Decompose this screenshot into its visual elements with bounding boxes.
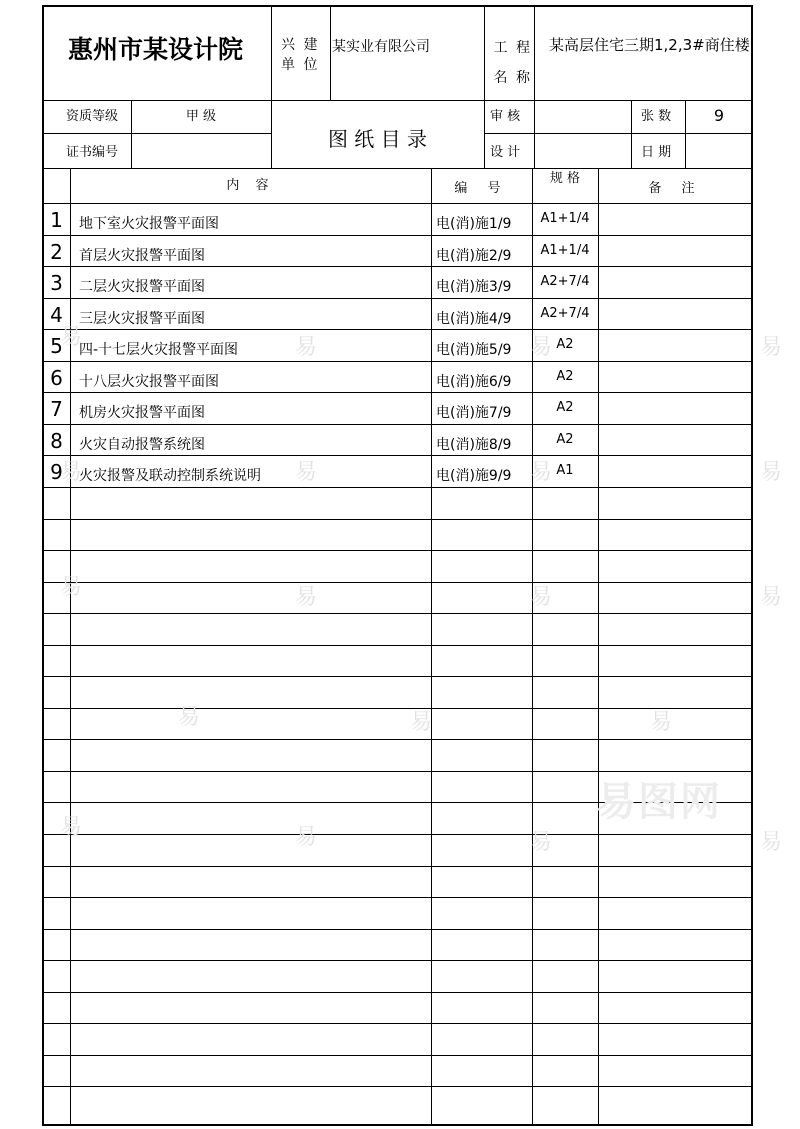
table-row-line <box>42 1023 753 1024</box>
table-row-line <box>42 235 753 236</box>
sheets-value: 9 <box>713 106 725 125</box>
qualification-value: 甲 级 <box>185 109 217 124</box>
watermark-glyph: 易 <box>295 460 318 485</box>
watermark-glyph: 易 <box>295 585 318 610</box>
row-code: 电(消)施8/9 <box>436 437 512 453</box>
table-row-line <box>42 960 753 961</box>
row-spec: A2 <box>556 432 574 447</box>
watermark-glyph: 易 <box>760 585 783 610</box>
row-content: 二层火灾报警平面图 <box>79 279 205 295</box>
client-value: 某实业有限公司 <box>332 39 430 55</box>
row-number: 6 <box>50 366 63 390</box>
row-content: 火灾自动报警系统图 <box>79 437 205 453</box>
watermark-glyph: 易 <box>295 335 318 360</box>
watermark-glyph: 易 <box>760 830 783 855</box>
row-spec: A1+1/4 <box>540 243 590 258</box>
table-row-line <box>42 582 753 583</box>
watermark-glyph: 易 <box>410 710 433 735</box>
row-spec: A1 <box>556 463 574 478</box>
table-col-line <box>431 168 432 1124</box>
watermark-logo: 易图网 <box>596 779 722 825</box>
row-spec: A2+7/4 <box>540 274 590 289</box>
row-code: 电(消)施5/9 <box>436 342 512 358</box>
row-content: 十八层火灾报警平面图 <box>79 374 219 390</box>
row-content: 首层火灾报警平面图 <box>79 248 205 264</box>
table-row-line <box>42 519 753 520</box>
header-divider-1 <box>42 100 753 101</box>
watermark-glyph: 易 <box>530 335 553 360</box>
table-row-line <box>42 645 753 646</box>
table-row-line <box>42 613 753 614</box>
row-code: 电(消)施7/9 <box>436 405 512 421</box>
table-row-line <box>42 329 753 330</box>
row-spec: A1+1/4 <box>540 211 590 226</box>
watermark-glyph: 易 <box>530 830 553 855</box>
watermark-glyph: 易 <box>650 710 673 735</box>
watermark-glyph: 易 <box>178 705 201 730</box>
watermark-glyph: 易 <box>760 335 783 360</box>
header-divider-2 <box>42 168 753 169</box>
table-row-line <box>42 203 753 204</box>
watermark-glyph: 易 <box>60 575 83 600</box>
row-number: 4 <box>50 303 63 327</box>
institute-name: 惠州市某设计院 <box>68 35 244 64</box>
watermark-glyph: 易 <box>530 460 553 485</box>
row-content: 机房火灾报警平面图 <box>79 405 205 421</box>
row-code: 电(消)施1/9 <box>436 216 512 232</box>
table-row-line <box>42 1086 753 1087</box>
header-divider-left <box>42 133 271 134</box>
header-vline-b <box>330 5 331 100</box>
row-content: 三层火灾报警平面图 <box>79 311 205 327</box>
table-row-line <box>42 739 753 740</box>
project-label: 工 程 名 称 <box>493 40 532 86</box>
table-row-line <box>42 897 753 898</box>
table-row-line <box>42 455 753 456</box>
watermark-glyph: 易 <box>530 585 553 610</box>
sheets-label: 张 数 <box>641 109 672 124</box>
watermark-glyph: 易 <box>60 815 83 840</box>
row-spec: A2 <box>556 337 574 352</box>
index-title: 图 纸 目 录 <box>327 127 428 151</box>
watermark-glyph: 易 <box>760 460 783 485</box>
row-number: 9 <box>50 460 63 484</box>
table-row-line <box>42 834 753 835</box>
row-code: 电(消)施4/9 <box>436 311 512 327</box>
header-vline-f <box>631 100 632 168</box>
table-row-line <box>42 487 753 488</box>
row-spec: A2 <box>556 400 574 415</box>
row-code: 电(消)施2/9 <box>436 248 512 264</box>
col-content-header: 内 容 <box>226 178 275 193</box>
watermark-glyph: 易 <box>60 325 83 350</box>
row-number: 2 <box>50 240 63 264</box>
table-row-line <box>42 676 753 677</box>
header-divider-right <box>484 133 753 134</box>
row-number: 5 <box>50 334 63 358</box>
row-code: 电(消)施6/9 <box>436 374 512 390</box>
col-remarks-header: 备 注 <box>648 181 703 196</box>
table-row-line <box>42 392 753 393</box>
watermark-glyph: 易 <box>60 460 83 485</box>
table-row-line <box>42 1055 753 1056</box>
table-row-line <box>42 708 753 709</box>
col-number-header: 编 号 <box>454 181 509 196</box>
project-value: 某高层住宅三期1,2,3#商住楼 <box>549 36 750 54</box>
row-content: 地下室火灾报警平面图 <box>79 216 219 232</box>
table-row-line <box>42 266 753 267</box>
drawing-index-sheet <box>42 5 753 1126</box>
row-spec: A2+7/4 <box>540 306 590 321</box>
design-label: 设 计 <box>490 145 521 160</box>
row-number: 1 <box>50 208 63 232</box>
table-row-line <box>42 929 753 930</box>
row-content: 火灾报警及联动控制系统说明 <box>79 468 261 484</box>
row-content: 四-十七层火灾报警平面图 <box>79 342 239 358</box>
client-label: 兴 建 单 位 <box>281 37 320 73</box>
table-row-line <box>42 550 753 551</box>
row-number: 3 <box>50 271 63 295</box>
row-spec: A2 <box>556 369 574 384</box>
row-number: 7 <box>50 397 63 421</box>
header-vline-d <box>534 5 535 168</box>
qualification-label: 资质等级 <box>66 109 119 124</box>
header-vline-c <box>484 5 485 168</box>
table-row-line <box>42 361 753 362</box>
date-label: 日 期 <box>641 145 672 160</box>
row-code: 电(消)施3/9 <box>436 279 512 295</box>
table-row-line <box>42 424 753 425</box>
table-col-line <box>598 168 599 1124</box>
col-spec-header: 规 格 <box>549 171 581 186</box>
table-col-line <box>70 168 71 1124</box>
row-code: 电(消)施9/9 <box>436 468 512 484</box>
row-number: 8 <box>50 429 63 453</box>
watermark-glyph: 易 <box>295 825 318 850</box>
table-row-line <box>42 298 753 299</box>
certificate-label: 证书编号 <box>66 145 119 160</box>
review-label: 审 核 <box>490 109 521 124</box>
table-row-line <box>42 992 753 993</box>
table-row-line <box>42 866 753 867</box>
